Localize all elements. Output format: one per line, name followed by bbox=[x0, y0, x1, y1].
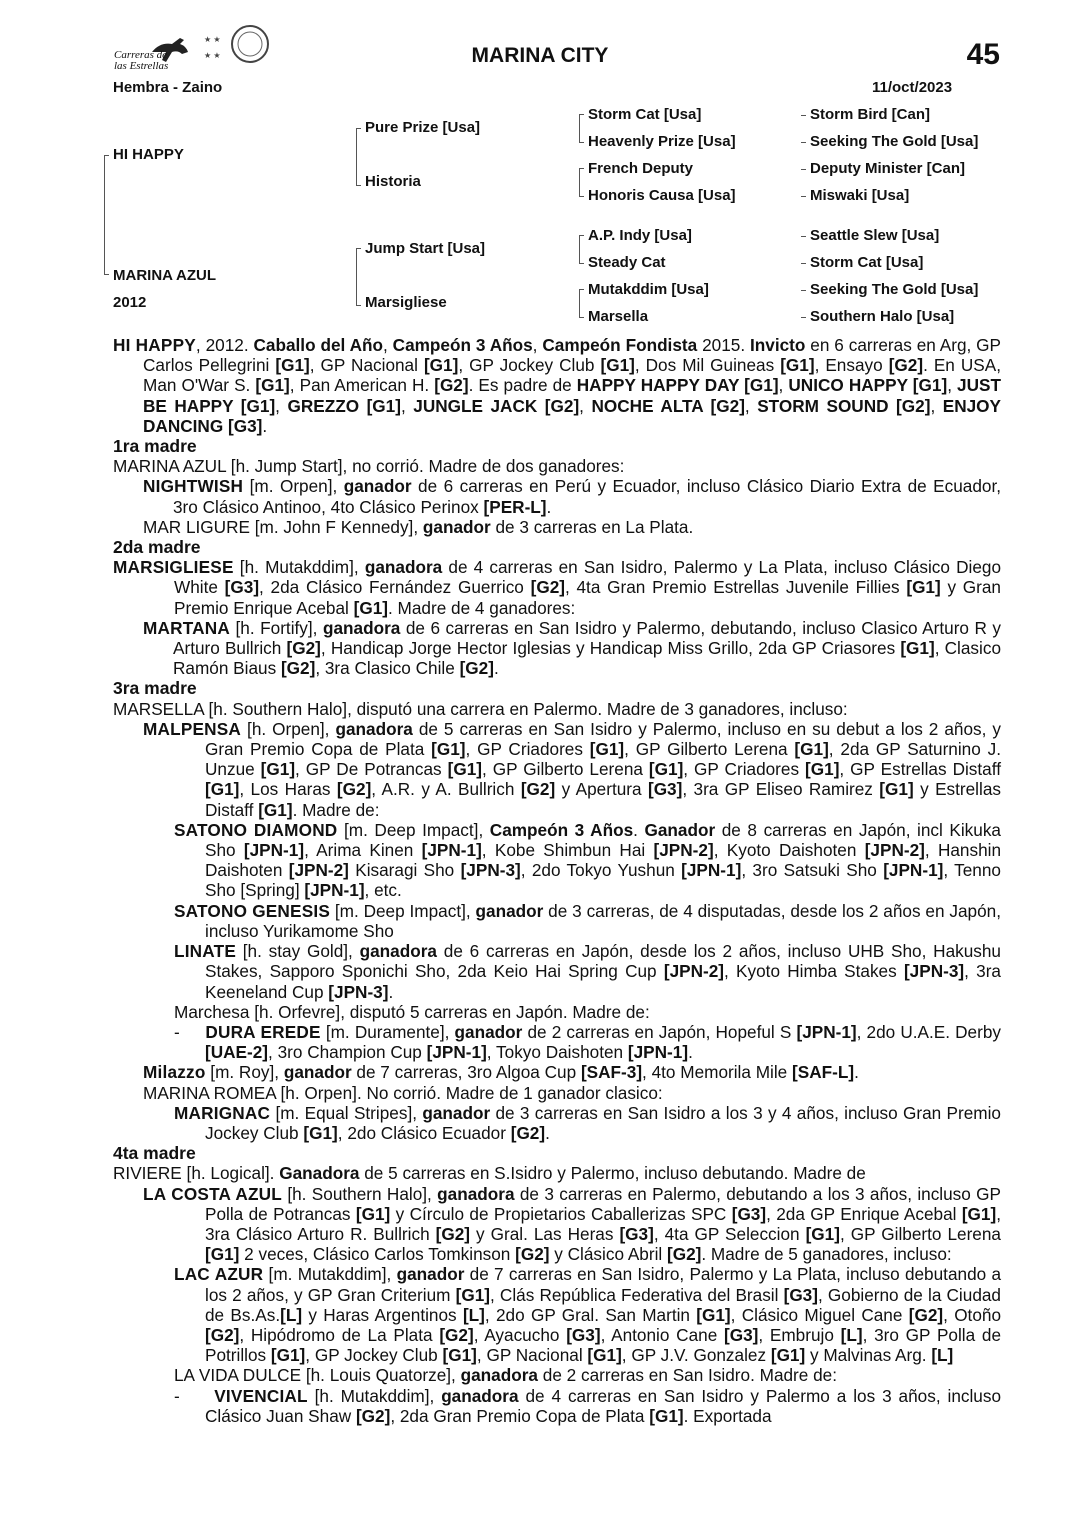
catalog-text bbox=[113, 335, 1001, 1426]
gen3-bracket bbox=[579, 249, 584, 264]
gen4-tick bbox=[801, 115, 806, 116]
gen4-ancestor: Miswaki [Usa] bbox=[810, 187, 910, 204]
section-heading: 1ra madre bbox=[113, 436, 197, 457]
produce-entry: MALPENSA [h. Orpen], ganadora de 5 carreras en San Isidro y Palermo, incluso en su debut a los 2 años, y Gran Premio Copa de Plata [G1], GP Criadores [G1], GP Gilberto Lerena [G1], 2da GP Saturnino J. Unzue [G1], GP De Potrancas [G1], GP Gilberto Lerena [G1], GP Criadores [G1], GP Estrellas Distaff [G1], Los Haras [G2], A.R. y A. Bullrich [G2] y Apertura [G3], 3ra GP Eliseo Ramirez [G1] y Estrellas Distaff [G1]. Madre de: bbox=[143, 718, 1001, 820]
produce-entry: Milazzo [m. Roy], ganador de 7 carreras, 3ro Algoa Cup [SAF-3], 4to Memorila Mile [SAF-L]. bbox=[143, 1062, 859, 1083]
produce-entry: Marchesa [h. Orfevre], disputó 5 carreras en Japón. Madre de: bbox=[174, 1001, 650, 1022]
horse-name-title: MARINA CITY bbox=[471, 44, 609, 67]
lot-number: 45 bbox=[966, 38, 1000, 71]
svg-text:★ ★: ★ ★ bbox=[204, 35, 221, 44]
gen4-tick bbox=[801, 263, 806, 264]
section-heading: 4ta madre bbox=[113, 1143, 196, 1164]
gen3-bracket bbox=[579, 168, 584, 183]
sex-color: Hembra - Zaino bbox=[113, 79, 223, 96]
dam-sire: Jump Start [Usa] bbox=[365, 240, 486, 257]
gen3-ancestor: Mutakddim [Usa] bbox=[588, 281, 709, 298]
produce-entry: LA VIDA DULCE [h. Louis Quatorze], ganadora de 2 carreras en San Isidro. Madre de: bbox=[174, 1365, 838, 1386]
dam-entry: MARINA AZUL [h. Jump Start], no corrió. Madre de dos ganadores: bbox=[113, 456, 625, 477]
gen4-tick bbox=[801, 317, 806, 318]
gen4-ancestor: Seeking The Gold [Usa] bbox=[810, 281, 979, 298]
gen2-bracket bbox=[356, 155, 361, 186]
produce-entry: SATONO GENESIS [m. Deep Impact], ganador de 3 carreras, de 4 disputadas, desde los 2 años en Japón, incluso Yurikamome Sho bbox=[174, 900, 1001, 941]
dam-entry: MARSELLA [h. Southern Halo], disputó una carrera en Palermo. Madre de 3 ganadores, incluso: bbox=[113, 698, 848, 719]
gen3-bracket bbox=[579, 182, 584, 197]
dam-entry: MARSIGLIESE [h. Mutakddim], ganadora de 4 carreras en San Isidro, Palermo y La Plata, incluso Clásico Diego White [G3], 2da Clásico Fernández Guerrico [G2], 4ta Gran Premio Estrellas Juvenile Fillies [G1] y Gran Premio Enrique Acebal [G1]. Madre de 4 ganadores: bbox=[113, 557, 1002, 618]
gen4-ancestor: Deputy Minister [Can] bbox=[810, 160, 966, 177]
gen3-ancestor: Storm Cat [Usa] bbox=[588, 106, 702, 123]
gen4-tick bbox=[801, 196, 806, 197]
dam-entry: RIVIERE [h. Logical]. Ganadora de 5 carreras en S.Isidro y Palermo, incluso debutando. Madre de bbox=[113, 1163, 866, 1184]
dam-dam: Marsigliese bbox=[365, 294, 447, 311]
produce-entry: MARIGNAC [m. Equal Stripes], ganador de 3 carreras en San Isidro a los 3 y 4 años, incluso Gran Premio Jockey Club [G1], 2do Clásico Ecuador [G2]. bbox=[174, 1102, 1001, 1143]
gen3-ancestor: French Deputy bbox=[588, 160, 694, 177]
produce-entry: SATONO DIAMOND [m. Deep Impact], Campeón 3 Años. Ganador de 8 carreras en Japón, incl Kikuka Sho [JPN-1], Arima Kinen [JPN-1], Kobe Shimbun Hai [JPN-2], Kyoto Daishoten [JPN-2], Hanshin Daishoten [JPN-2] Kisaragi Sho [JPN-3], 2do Tokyo Yushun [JPN-1], 3ro Satsuki Sho [JPN-1], Tenno Sho [Spring] [JPN-1], etc. bbox=[174, 819, 1002, 901]
produce-entry: MAR LIGURE [m. John F Kennedy], ganador de 3 carreras en La Plata. bbox=[143, 516, 694, 537]
sire-name: HI HAPPY bbox=[113, 146, 184, 163]
produce-entry: LA COSTA AZUL [h. Southern Halo], ganadora de 3 carreras en Palermo, debutando a los 3 años, incluso GP Polla de Potrancas [G1] y Círculo de Propietarios Caballerizas SPC [G3], 2da GP Enrique Acebal [G1], 3ra Clásico Arturo R. Bullrich [G2] y Gral. Las Heras [G3], 4ta GP Seleccion [G1], GP Gilberto Lerena [G1] 2 veces, Clásico Carlos Tomkinson [G2] y Clásico Abril [G2]. Madre de 5 ganadores, incluso: bbox=[143, 1183, 1001, 1265]
produce-entry: MARINA ROMEA [h. Orpen]. No corrió. Madre de 1 ganador clasico: bbox=[143, 1082, 663, 1103]
gen4-tick bbox=[801, 290, 806, 291]
gen3-ancestor: Steady Cat bbox=[588, 254, 666, 271]
dam-bracket bbox=[104, 158, 109, 275]
produce-entry: LAC AZUR [m. Mutakddim], ganador de 7 carreras en San Isidro, Palermo y La Plata, incluso debutando a los 2 años, y GP Gran Criterium [G1], Clás República Federativa del Brasil [G3], Gobierno de la Ciudad de Bs.As.[L] y Haras Argentinos [L], 2do GP Gral. San Martin [G1], Clásico Miguel Cane [G2], Otoño [G2], Hipódromo de La Plata [G2], Ayacucho [G3], Antonio Cane [G3], Embrujo [L], 3ro GP Polla de Potrillos [G1], GP Jockey Club [G1], GP Nacional [G1], GP J.V. Gonzalez [G1] y Malvinas Arg. [L] bbox=[174, 1264, 1002, 1366]
gen4-ancestor: Storm Bird [Can] bbox=[810, 106, 930, 123]
svg-text:★ ★: ★ ★ bbox=[204, 51, 221, 60]
section-heading: 2da madre bbox=[113, 537, 201, 558]
produce-entry: - DURA EREDE [m. Duramente], ganador de 2 carreras en Japón, Hopeful S [JPN-1], 2do U.A.E. Derby [UAE-2], 3ro Champion Cup [JPN-1], Tokyo Daishoten [JPN-1]. bbox=[174, 1021, 1001, 1063]
date: 11/oct/2023 bbox=[872, 79, 953, 96]
sire-dam: Historia bbox=[365, 173, 421, 190]
produce-entry: MARTANA [h. Fortify], ganadora de 6 carreras en San Isidro y Palermo, debutando, incluso Clasico Arturo R y Arturo Bullrich [G2], Handicap Jorge Hector Iglesias y Handicap Miss Grillo, 2da GP Criasores [G1], Clasico Ramón Biaus [G2], 3ra Clasico Chile [G2]. bbox=[143, 617, 1001, 679]
gen3-ancestor: Marsella bbox=[588, 308, 649, 325]
dam-name: MARINA AZUL bbox=[113, 267, 217, 284]
gen3-bracket bbox=[579, 235, 584, 250]
sire-summary: HI HAPPY, 2012. Caballo del Año, Campeón 3 Años, Campeón Fondista 2015. Invicto en 6 carreras en Arg, GP Carlos Pellegrini [G1], GP Nacional [G1], GP Jockey Club [G1], Dos Mil Guineas [G1], Ensayo [G2]. En USA, Man O'War S. [G1], Pan American H. [G2]. Es padre de HAPPY HAPPY DAY [G1], UNICO HAPPY [G1], JUST BE HAPPY [G1], GREZZO [G1], JUNGLE JACK [G2], NOCHE ALTA [G2], STORM SOUND [G2], ENJOY DANCING [G3]. bbox=[113, 335, 1002, 436]
sire-sire: Pure Prize [Usa] bbox=[365, 119, 481, 136]
gen2-bracket bbox=[356, 275, 361, 306]
gen4-tick bbox=[801, 236, 806, 237]
gen3-ancestor: Heavenly Prize [Usa] bbox=[588, 133, 736, 150]
gen3-bracket bbox=[579, 128, 584, 143]
produce-entry: - VIVENCIAL [h. Mutakddim], ganadora de 4 carreras en San Isidro y Palermo a los 3 años, incluso Clásico Juan Shaw [G2], 2da Gran Premio Copa de Plata [G1]. Exportada bbox=[174, 1385, 1002, 1426]
gen3-bracket bbox=[579, 114, 584, 129]
gen4-tick bbox=[801, 169, 806, 170]
gen3-ancestor: Honoris Causa [Usa] bbox=[588, 187, 736, 204]
gen4-ancestor: Seattle Slew [Usa] bbox=[810, 227, 940, 244]
gen4-ancestor: Southern Halo [Usa] bbox=[810, 308, 955, 325]
gen3-bracket bbox=[579, 303, 584, 318]
gen4-ancestor: Seeking The Gold [Usa] bbox=[810, 133, 979, 150]
dam-year: 2012 bbox=[113, 294, 147, 311]
gen4-ancestor: Storm Cat [Usa] bbox=[810, 254, 924, 271]
logo-text: Carreras de las Estrellas bbox=[114, 49, 169, 72]
gen3-ancestor: A.P. Indy [Usa] bbox=[588, 227, 692, 244]
section-heading: 3ra madre bbox=[113, 678, 197, 699]
produce-entry: NIGHTWISH [m. Orpen], ganador de 6 carreras en Perú y Ecuador, incluso Clásico Diario Extra de Ecuador, 3ro Clásico Antinoo, 4to Clásico Perinox [PER-L]. bbox=[143, 476, 1001, 517]
produce-entry: LINATE [h. stay Gold], ganadora de 6 carreras en Japón, desde los 2 años, incluso UHB Sho, Hakushu Stakes, Sapporo Sponichi Sho, 2da Keio Hai Spring Cup [JPN-2], Kyoto Himba Stakes [JPN-3], 3ra Keeneland Cup [JPN-3]. bbox=[174, 941, 1001, 1002]
gen4-tick bbox=[801, 142, 806, 143]
gen3-bracket bbox=[579, 289, 584, 304]
